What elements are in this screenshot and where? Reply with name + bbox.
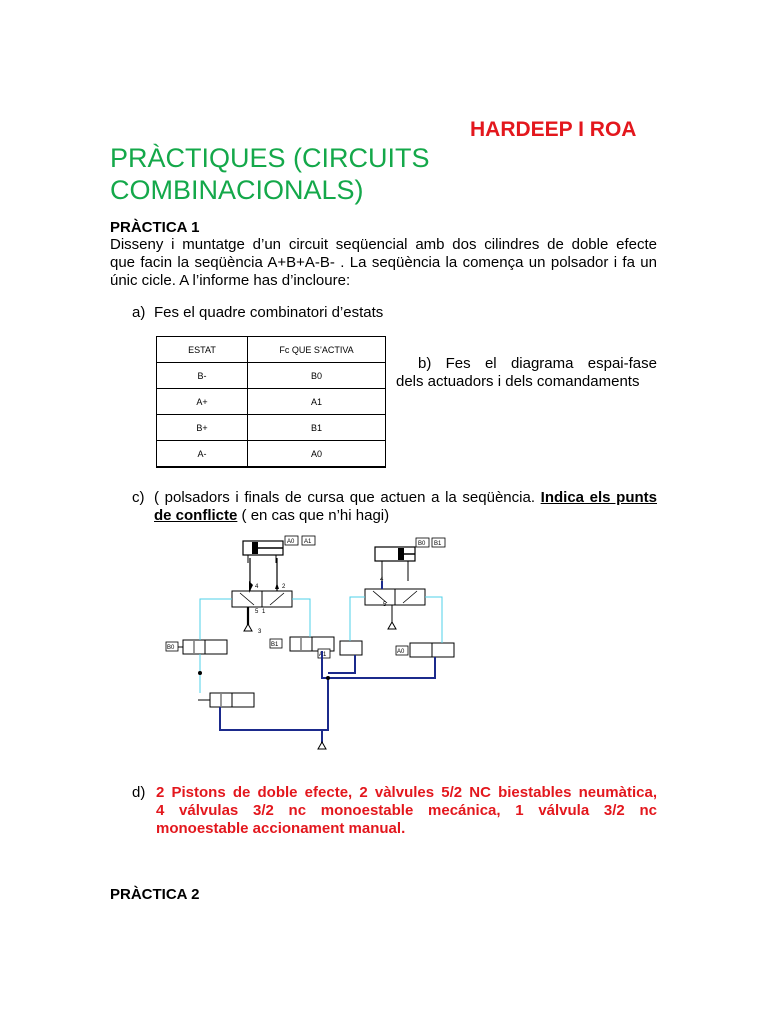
- table-cell-fc: A1: [248, 389, 386, 415]
- states-table: [156, 336, 386, 468]
- table-cell-fc: B0: [248, 363, 386, 389]
- port-1-a: 1: [262, 609, 266, 615]
- item-c-highlight-2: de conflicte: [154, 507, 238, 524]
- intro-line-3: únic cicle. A l’informe has d’incloure:: [110, 272, 351, 289]
- table-cell-estat: A-: [157, 441, 248, 468]
- valve-label-a0: A0: [397, 649, 405, 655]
- item-b-line-2: dels actuadors i dels comandaments: [396, 373, 640, 390]
- table-cell-estat: B+: [157, 415, 248, 441]
- table-cell-fc: A0: [248, 441, 386, 468]
- port-5-a: 5: [255, 609, 259, 615]
- item-c: [132, 489, 657, 525]
- table-header-row: [157, 337, 386, 363]
- page-title: [110, 142, 670, 206]
- author-name: HARDEEP I ROA: [470, 118, 637, 141]
- table-cell-fc: B1: [248, 415, 386, 441]
- cylinder-b: [375, 547, 415, 581]
- item-a: [132, 304, 383, 322]
- item-c-text: ( polsadors i finals de cursa que actuen a la seqüència.: [154, 489, 541, 506]
- item-a-mark: a): [132, 304, 146, 321]
- table-row: [157, 363, 386, 389]
- practica-1-heading: PRÀCTICA 1: [110, 219, 200, 236]
- port-3-a: 3: [258, 629, 262, 635]
- item-c-highlight-1: Indica els punts: [540, 489, 657, 506]
- limit-label-b0: B0: [418, 541, 426, 547]
- limit-label-a1: A1: [304, 539, 312, 545]
- item-a-text: Fes el quadre combinatori d’estats: [154, 304, 384, 321]
- valve-label-a1: A1: [319, 652, 327, 658]
- limit-label-a0: A0: [287, 539, 295, 545]
- air-supply-icon: [318, 742, 326, 749]
- item-d-line-1: 2 Pistons de doble efecte, 2 vàlvules 5/2 NC biestables neumàtica,: [156, 784, 657, 801]
- valve-label-b1: B1: [271, 642, 279, 648]
- valve-5-2-b: [355, 581, 438, 629]
- junction-dot: [326, 676, 330, 680]
- table-row: [157, 415, 386, 441]
- table-cell-estat: A+: [157, 389, 248, 415]
- port-5-b: 5: [383, 602, 387, 608]
- table-header-estat: ESTAT: [157, 337, 248, 363]
- item-b-line-1: b) Fes el diagrama espai-fase: [418, 355, 657, 372]
- pneumatic-circuit-diagram: [160, 533, 460, 753]
- title-line-2: COMBINACIONALS): [110, 175, 364, 205]
- table-row: [157, 389, 386, 415]
- item-d-line-3: monoestable accionament manual.: [156, 820, 406, 837]
- item-b: [396, 355, 657, 391]
- port-4-a: 4: [255, 584, 259, 590]
- item-c-text-end: ( en cas que n’hi hagi): [237, 507, 390, 524]
- junction-dot: [198, 671, 202, 675]
- practica-1-intro: [110, 236, 657, 290]
- valve-3-2-b0: [166, 640, 227, 654]
- port-4-b: 4: [380, 577, 384, 583]
- port-2-a: 2: [282, 584, 286, 590]
- item-d-line-2: 4 válvulas 3/2 nc monoestable mecánica, 1 válvula 3/2 nc: [156, 802, 657, 819]
- valve-label-b0: B0: [167, 645, 175, 651]
- item-d: [132, 784, 657, 838]
- valve-3-2-a0: [396, 643, 454, 657]
- intro-line-2: que facin la seqüència A+B+A-B- . La seqüència la comença un polsador i fa un: [110, 254, 657, 271]
- pressure-lines: [220, 651, 435, 743]
- valve-5-2-a: [222, 558, 302, 631]
- practica-2-heading: PRÀCTICA 2: [110, 886, 200, 903]
- intro-line-1: Disseny i muntatge d’un circuit seqüencial amb dos cilindres de doble efecte: [110, 236, 657, 253]
- table-row: [157, 441, 386, 468]
- valve-3-2-start-button: [198, 693, 254, 707]
- title-line-1: PRÀCTIQUES (CIRCUITS: [110, 143, 430, 173]
- table-header-fc: Fc QUE S’ACTIVA: [248, 337, 386, 363]
- limit-label-b1: B1: [434, 541, 442, 547]
- item-d-mark: d): [132, 784, 146, 801]
- table-cell-estat: B-: [157, 363, 248, 389]
- item-c-mark: c): [132, 489, 145, 506]
